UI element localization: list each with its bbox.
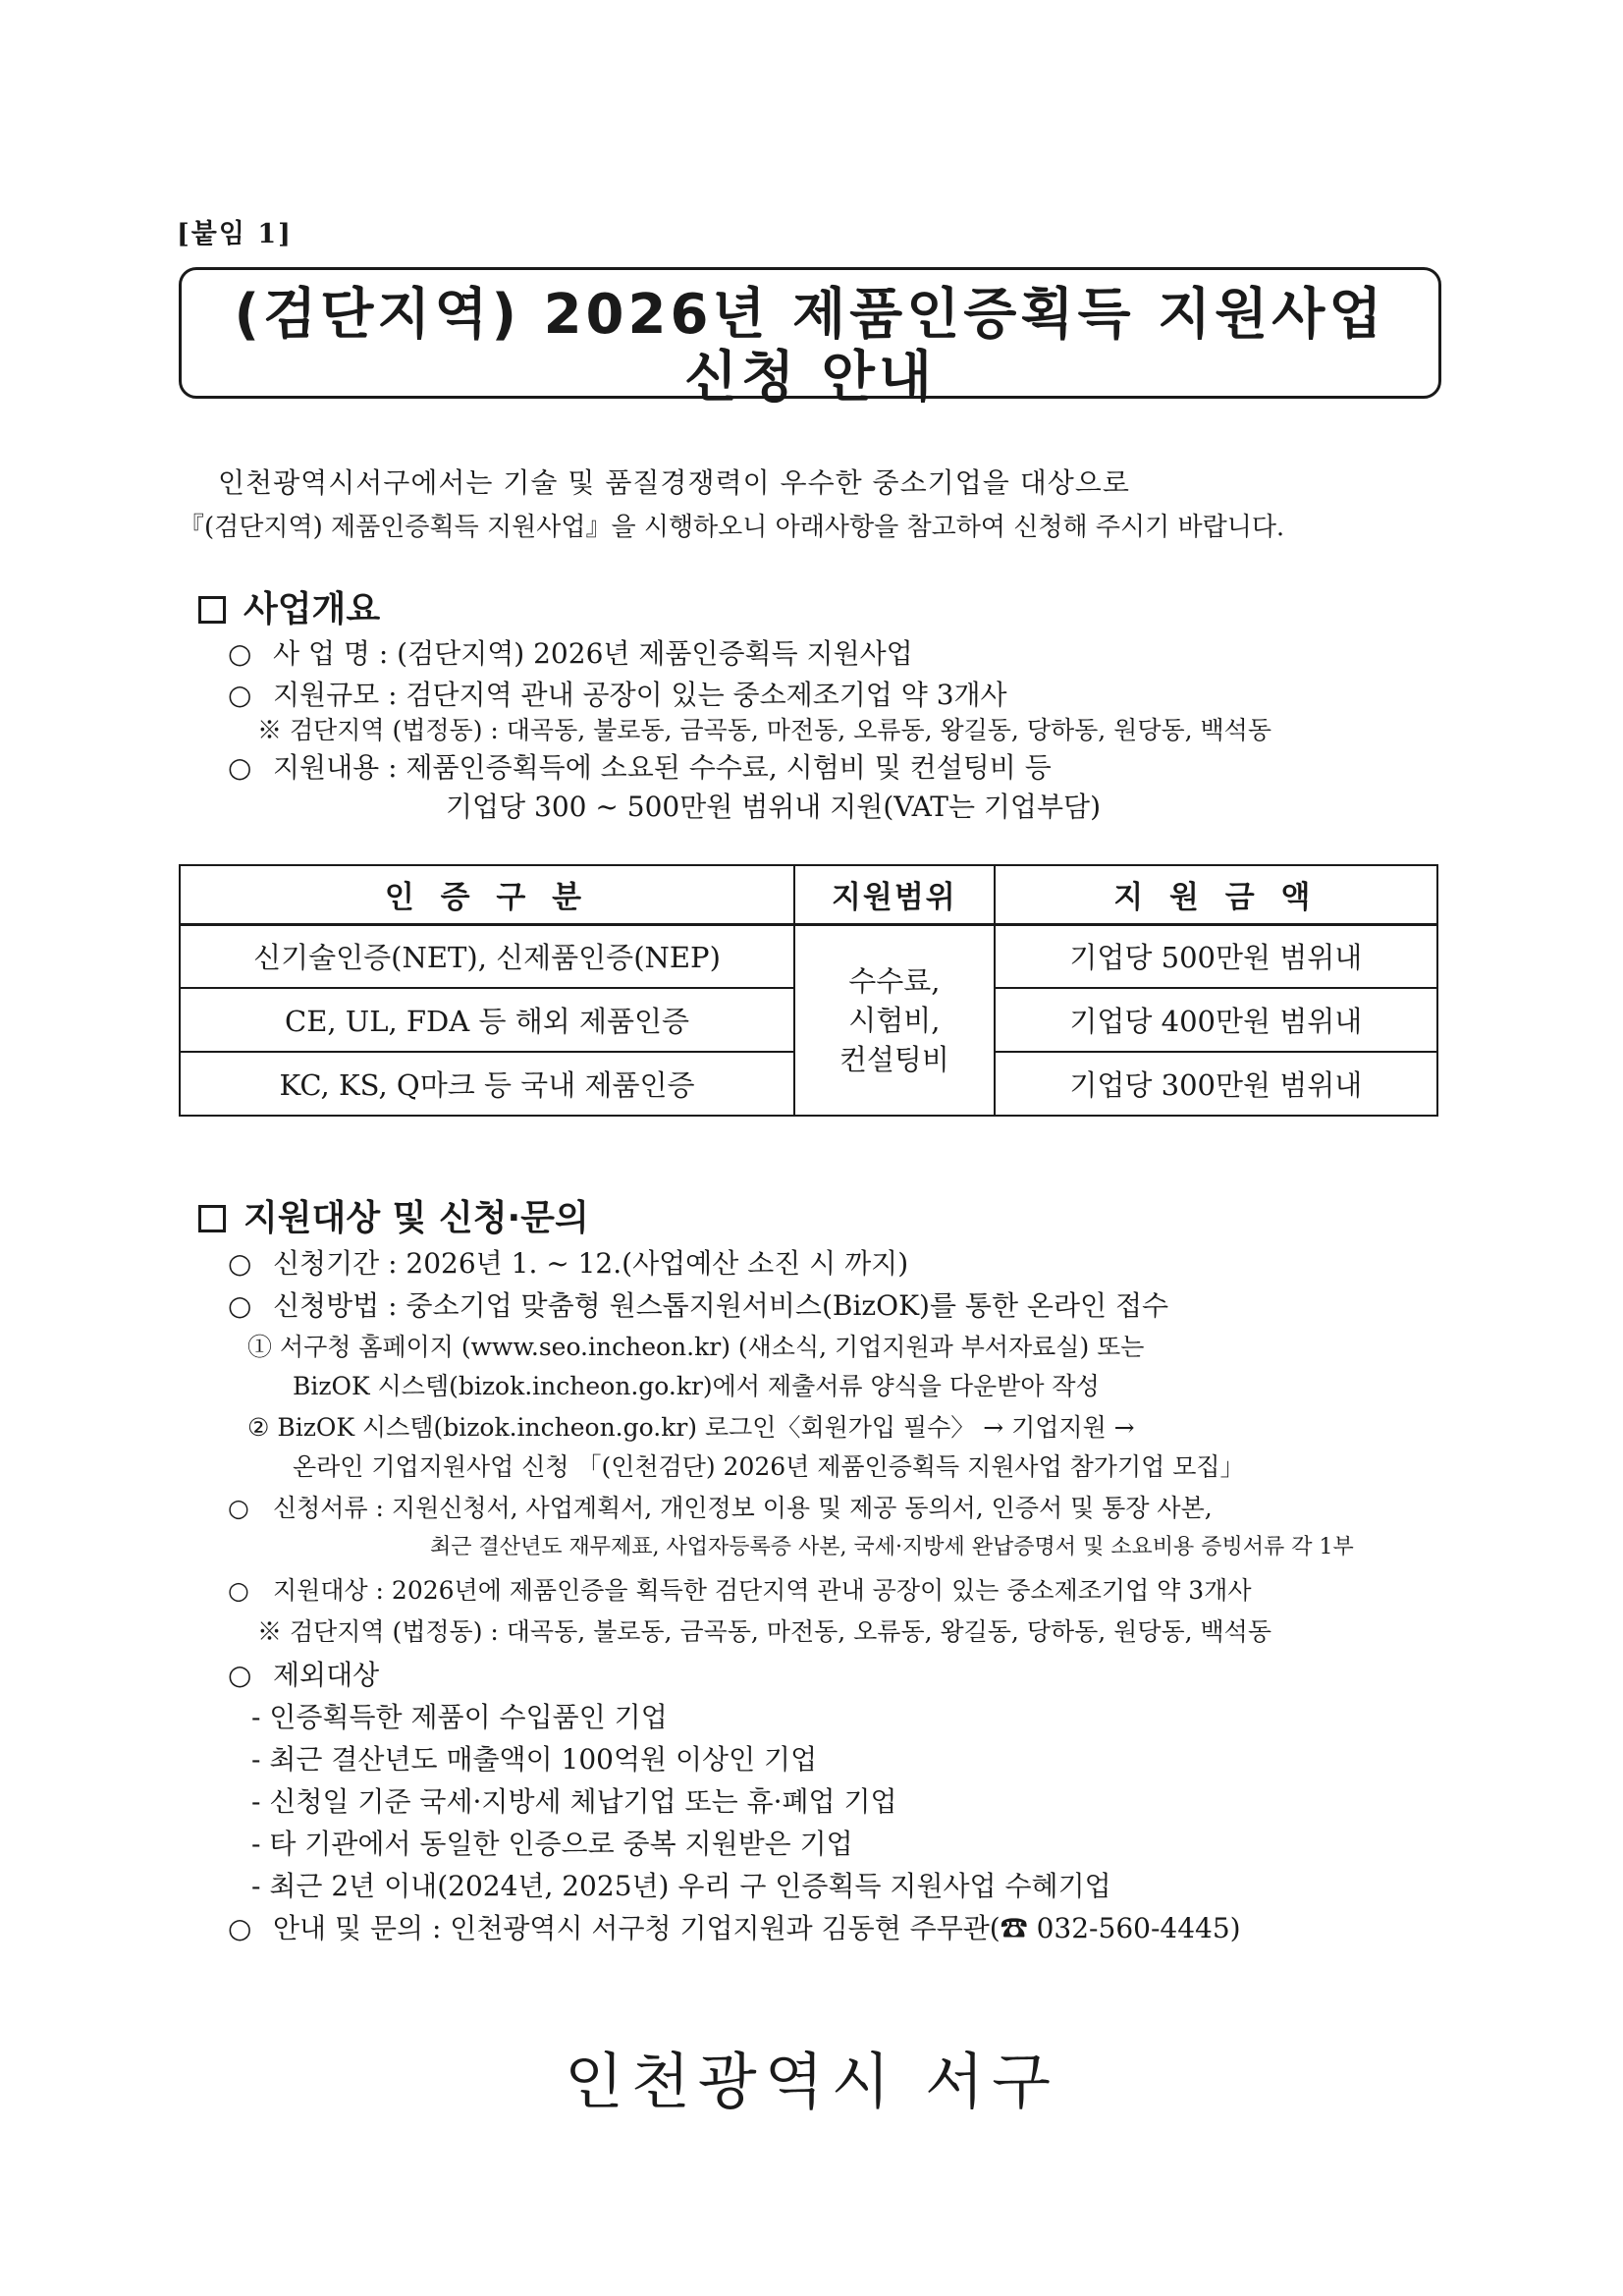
issuer-footer: 인천광역시 서구 bbox=[565, 2046, 1058, 2117]
checkbox-square-icon bbox=[198, 596, 226, 624]
list-item: - 최근 결산년도 매출액이 100억원 이상인 기업 bbox=[251, 1743, 818, 1776]
list-item: - 인증획득한 제품이 수입품인 기업 bbox=[251, 1701, 668, 1733]
apply-method-1a: ① 서구청 홈페이지 (www.seo.incheon.kr) (새소식, 기업지원과 부서자료실) 또는 bbox=[247, 1333, 1145, 1361]
overview-name: ○ 사 업 명 : (검단지역) 2026년 제품인증획득 지원사업 bbox=[228, 637, 913, 670]
apply-docs-cont: 최근 결산년도 재무제표, 사업자등록증 사본, 국세·지방세 완납증명서 및 소요비용 증빙서류 각 1부 bbox=[430, 1535, 1354, 1559]
overview-content-cont: 기업당 300 ~ 500만원 범위내 지원(VAT는 기업부담) bbox=[446, 791, 1102, 823]
table-header-amount: 지 원 금 액 bbox=[995, 865, 1437, 924]
section-apply-heading: 지원대상 및 신청·문의 bbox=[198, 1190, 589, 1240]
apply-method-1b: BizOK 시스템(bizok.incheon.go.kr)에서 제출서류 양식을 다운받아 작성 bbox=[293, 1372, 1100, 1400]
attachment-label: [붙임 1] bbox=[177, 219, 293, 249]
table-cell-scope: 수수료, 시험비, 컨설팅비 bbox=[794, 924, 995, 1116]
table-cell-category: CE, UL, FDA 등 해외 제품인증 bbox=[180, 988, 794, 1052]
table-cell-category: 신기술인증(NET), 신제품인증(NEP) bbox=[180, 924, 794, 988]
apply-target: ○ 지원대상 : 2026년에 제품인증을 획득한 검단지역 관내 공장이 있는 중소제조기업 약 3개사 bbox=[228, 1576, 1252, 1605]
intro-line1: 인천광역시서구에서는 기술 및 품질경쟁력이 우수한 중소기업을 대상으로 bbox=[218, 466, 1130, 499]
list-item: - 최근 2년 이내(2024년, 2025년) 우리 구 인증획득 지원사업 수혜기업 bbox=[251, 1870, 1111, 1902]
list-item: - 타 기관에서 동일한 인증으로 중복 지원받은 기업 bbox=[251, 1828, 853, 1860]
apply-target-note: ※ 검단지역 (법정동) : 대곡동, 불로동, 금곡동, 마전동, 오류동, 왕길동, 당하동, 원당동, 백석동 bbox=[257, 1617, 1271, 1646]
table-cell-amount: 기업당 500만원 범위내 bbox=[995, 924, 1437, 988]
apply-exclusion-title: ○ 제외대상 bbox=[228, 1659, 380, 1691]
table-cell-amount: 기업당 400만원 범위내 bbox=[995, 988, 1437, 1052]
certification-table bbox=[179, 864, 1438, 1117]
table-cell-amount: 기업당 300만원 범위내 bbox=[995, 1052, 1437, 1116]
apply-period: ○ 신청기간 : 2026년 1. ~ 12.(사업예산 소진 시 까지) bbox=[228, 1247, 909, 1280]
apply-method: ○ 신청방법 : 중소기업 맞춤형 원스톱지원서비스(BizOK)를 통한 온라인 접수 bbox=[228, 1289, 1169, 1322]
list-item: - 신청일 기준 국세·지방세 체납기업 또는 휴·폐업 기업 bbox=[251, 1785, 897, 1818]
page-title-line1: (검단지역) 2026년 제품인증획득 지원사업 bbox=[234, 283, 1386, 347]
table-cell-category: KC, KS, Q마크 등 국내 제품인증 bbox=[180, 1052, 794, 1116]
overview-content: ○ 지원내용 : 제품인증획득에 소요된 수수료, 시험비 및 컨설팅비 등 bbox=[228, 751, 1052, 784]
overview-scale: ○ 지원규모 : 검단지역 관내 공장이 있는 중소제조기업 약 3개사 bbox=[228, 679, 1007, 711]
apply-method-2a: ② BizOK 시스템(bizok.incheon.go.kr) 로그인〈회원가입 필수〉 → 기업지원 → bbox=[247, 1413, 1135, 1442]
apply-contact: ○ 안내 및 문의 : 인천광역시 서구청 기업지원과 김동현 주무관(☎ 032-560-4445) bbox=[228, 1912, 1241, 1944]
apply-method-2b: 온라인 기업지원사업 신청 「(인천검단) 2026년 제품인증획득 지원사업 참가기업 모집」 bbox=[293, 1452, 1245, 1481]
apply-docs: ○ 신청서류 : 지원신청서, 사업계획서, 개인정보 이용 및 제공 동의서, 인증서 및 통장 사본, bbox=[228, 1494, 1213, 1522]
table-header-category: 인 증 구 분 bbox=[180, 865, 794, 924]
section-overview-heading: 사업개요 bbox=[198, 581, 380, 631]
checkbox-square-icon bbox=[198, 1205, 226, 1232]
intro-line2: 『(검단지역) 제품인증획득 지원사업』을 시행하오니 아래사항을 참고하여 신청해 주시기 바랍니다. bbox=[179, 513, 1285, 542]
page-title-line2: 신청 안내 bbox=[684, 346, 936, 410]
overview-scale-note: ※ 검단지역 (법정동) : 대곡동, 불로동, 금곡동, 마전동, 오류동, 왕길동, 당하동, 원당동, 백석동 bbox=[257, 716, 1271, 744]
table-header-scope: 지원범위 bbox=[794, 865, 995, 924]
table-row bbox=[180, 924, 1437, 988]
